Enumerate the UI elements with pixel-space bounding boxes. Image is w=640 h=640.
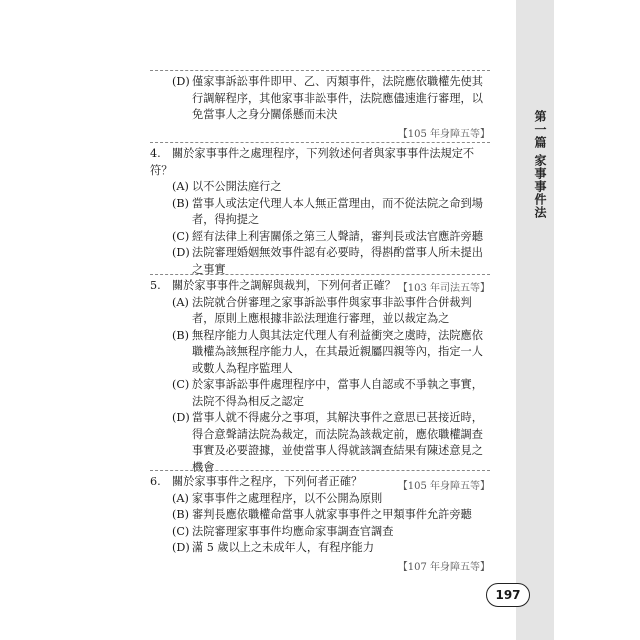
option-label: (A)	[172, 491, 189, 505]
option-text: 以不公開法庭行之	[192, 180, 282, 193]
option-text: 家事事件之處理程序，以不公開為原則	[192, 491, 383, 505]
option-label: (C)	[172, 229, 190, 243]
option-text: 無程序能力人與其法定代理人有利益衝突之虞時，法院應依職權為該無程序能力人，在其最近親屬四親等內，指定一人或數人為程序監理人	[192, 328, 483, 375]
question-source: 【105 年身障五等】	[397, 128, 490, 140]
option-d	[172, 410, 490, 476]
question-number: 5.	[150, 279, 161, 292]
divider	[150, 274, 490, 275]
question-6	[150, 474, 490, 576]
chapter-title: 第一篇 家事事件法	[533, 110, 547, 220]
question-source: 【105 年身障五等】	[397, 481, 490, 492]
option-label: (D)	[172, 75, 190, 88]
option-b	[172, 196, 490, 229]
option-text: 僅家事訴訟事件即甲、乙、丙類事件，法院應依職權先使其行調解程序，其他家事非訟事件，法院應儘速進行審理，以免當事人之身分關係懸而未決	[192, 75, 483, 121]
option-text: 法院審理婚姻無效事件認有必要時，得斟酌當事人所未提出之事實	[192, 246, 483, 276]
option-label: (A)	[172, 295, 189, 309]
question-stem	[150, 278, 490, 295]
option-text: 當事人就不得處分之事項，其解決事件之意思已甚接近時，得合意聲請法院為裁定，而法院為該裁定前，應依職權調查事實及必要證據，並使當事人得就該調查結果有陳述意見之機會	[192, 411, 483, 474]
option-label: (D)	[172, 541, 190, 554]
question-3-continuation	[150, 74, 490, 143]
question-text: 關於家事事件之程序，下列何者正確？	[172, 475, 363, 488]
option-label: (B)	[172, 328, 189, 342]
option-d	[172, 74, 490, 124]
option-label: (D)	[172, 411, 190, 424]
option-c	[172, 229, 490, 246]
option-b	[172, 328, 490, 378]
option-text: 法院審理家事事件均應命家事調查官調查	[192, 524, 394, 538]
option-label: (C)	[172, 378, 190, 391]
question-text: 關於家事事件之調解與裁判，下列何者正確？	[172, 279, 396, 292]
chapter-sidebar	[516, 0, 554, 640]
question-source: 【107 年身障五等】	[397, 561, 490, 573]
option-text: 經有法律上利害關係之第三人聲請，審判長或法官應許旁聽	[192, 229, 483, 243]
question-text: 關於家事事件之處理程序，下列敘述何者與家事事件法規定不符？	[150, 147, 475, 177]
option-label: (B)	[172, 196, 189, 210]
question-number: 4.	[150, 147, 161, 160]
option-b	[172, 507, 490, 524]
option-text: 法院就合併審理之家事訴訟事件與家事非訟事件合併裁判者，原則上應根據非訟法理進行審理，並以裁定為之	[192, 295, 472, 325]
option-label: (A)	[172, 180, 189, 193]
option-text: 滿 5 歲以上之未成年人，有程序能力	[192, 541, 375, 554]
option-text: 於家事訴訟事件處理程序中，當事人自認或不爭執之事實，法院不得為相反之認定	[192, 378, 483, 408]
option-c	[172, 377, 490, 410]
divider	[150, 70, 490, 71]
option-a	[172, 491, 490, 508]
page-number: 197	[486, 583, 530, 607]
question-5	[150, 278, 490, 496]
option-text: 審判長應依職權命當事人就家事事件之甲類事件允許旁聽	[192, 508, 472, 521]
option-a	[172, 179, 490, 196]
question-stem	[150, 146, 490, 179]
question-stem	[150, 474, 490, 491]
option-label: (D)	[172, 246, 190, 259]
question-number: 6.	[150, 475, 161, 488]
option-label: (B)	[172, 508, 189, 521]
option-a	[172, 295, 490, 328]
option-text: 當事人或法定代理人本人無正當理由，而不從法院之命到場者，得拘提之	[192, 196, 483, 226]
option-label: (C)	[172, 524, 190, 538]
divider	[150, 470, 490, 471]
option-d	[172, 540, 490, 557]
option-c	[172, 524, 490, 541]
divider	[150, 142, 490, 143]
question-source: 【103 年司法五等】	[397, 283, 490, 294]
